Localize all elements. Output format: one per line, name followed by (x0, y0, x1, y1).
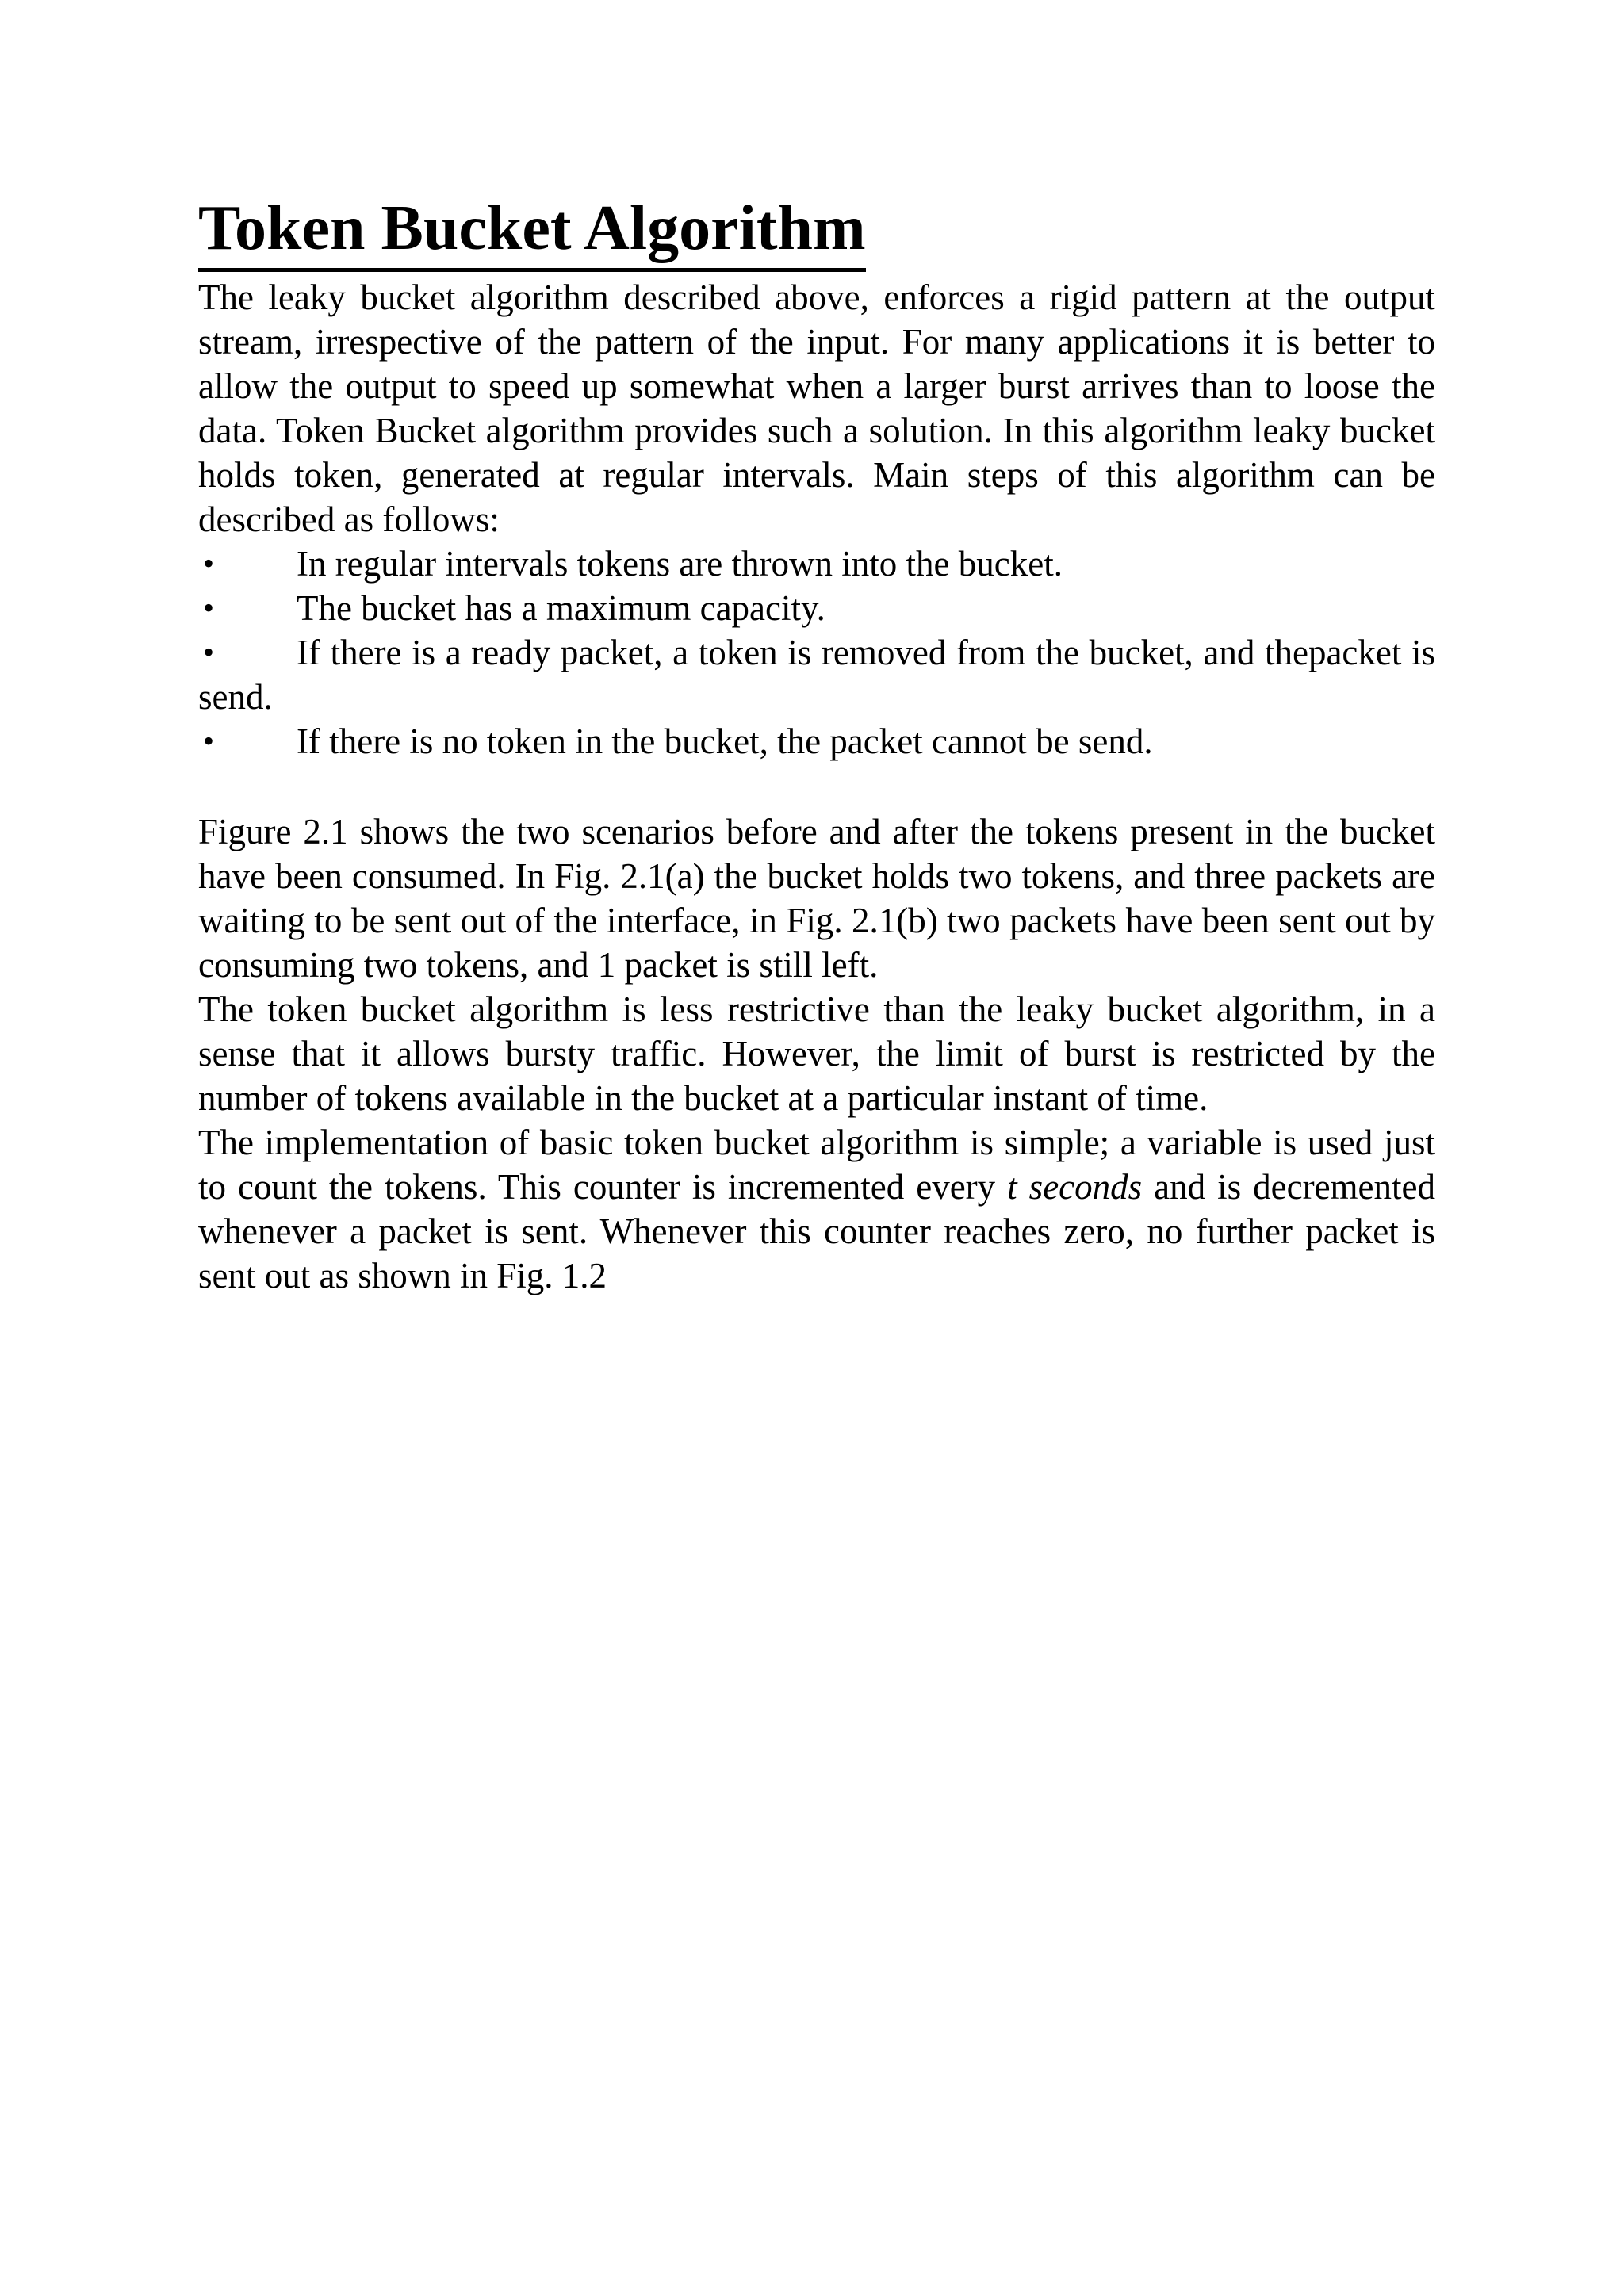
algorithm-steps-list (198, 541, 1435, 763)
list-item (198, 541, 1435, 586)
implementation-text-end: and is decremented whenever a packet is sent. Whenever this counter reaches zero, no further packet is sent out as shown in Fig. 1.2 (198, 1167, 1436, 1295)
page-title: Token Bucket Algorithm (198, 197, 866, 272)
step-text: The bucket has a maximum capacity. (297, 588, 825, 628)
bullet-icon: • (203, 590, 215, 626)
list-item (198, 586, 1435, 630)
figure-paragraph: Figure 2.1 shows the two scenarios before and after the tokens present in the bucket have been consumed. In Fig. 2.1(a) the bucket holds two tokens, and three packets are waiting to be sent out of the interface, in Fig. 2.1(b) two packets have been sent out by consuming two tokens, and 1 packet is still left. (198, 812, 1435, 985)
intro-paragraph: The leaky bucket algorithm described above, enforces a rigid pattern at the output stream, irrespective of the pattern of the input. For many applications it is better to allow the output to speed up somewhat when a larger burst arrives than to loose the data. Token Bucket algorithm provides such a solution. In this algorithm leaky bucket holds token, generated at regular intervals. Main steps of this algorithm can be described as follows: (198, 277, 1435, 539)
step-text: If there is no token in the bucket, the packet cannot be send. (297, 721, 1153, 761)
implementation-text-start: The implementation of basic token bucket algorithm is simple; a variable is used just to count the tokens. This counter is incremented every (198, 1123, 1435, 1207)
restrictive-paragraph: The token bucket algorithm is less restrictive than the leaky bucket algorithm, in a sense that it allows bursty traffic. However, the limit of burst is restricted by the number of tokens available in the bucket at a particular instant of time. (198, 989, 1435, 1118)
implementation-italic: t seconds (1007, 1167, 1143, 1207)
document-page (198, 193, 1436, 1298)
list-item (198, 630, 1435, 719)
list-item (198, 719, 1435, 763)
bullet-icon: • (203, 634, 215, 670)
bullet-icon: • (203, 723, 215, 759)
implementation-paragraph (198, 1120, 1435, 1298)
step-text: If there is a ready packet, a token is removed from the bucket, and thepacket is send. (198, 633, 1435, 717)
paragraph-gap (198, 763, 1435, 809)
bullet-icon: • (203, 545, 215, 581)
step-text: In regular intervals tokens are thrown into the bucket. (297, 544, 1063, 584)
